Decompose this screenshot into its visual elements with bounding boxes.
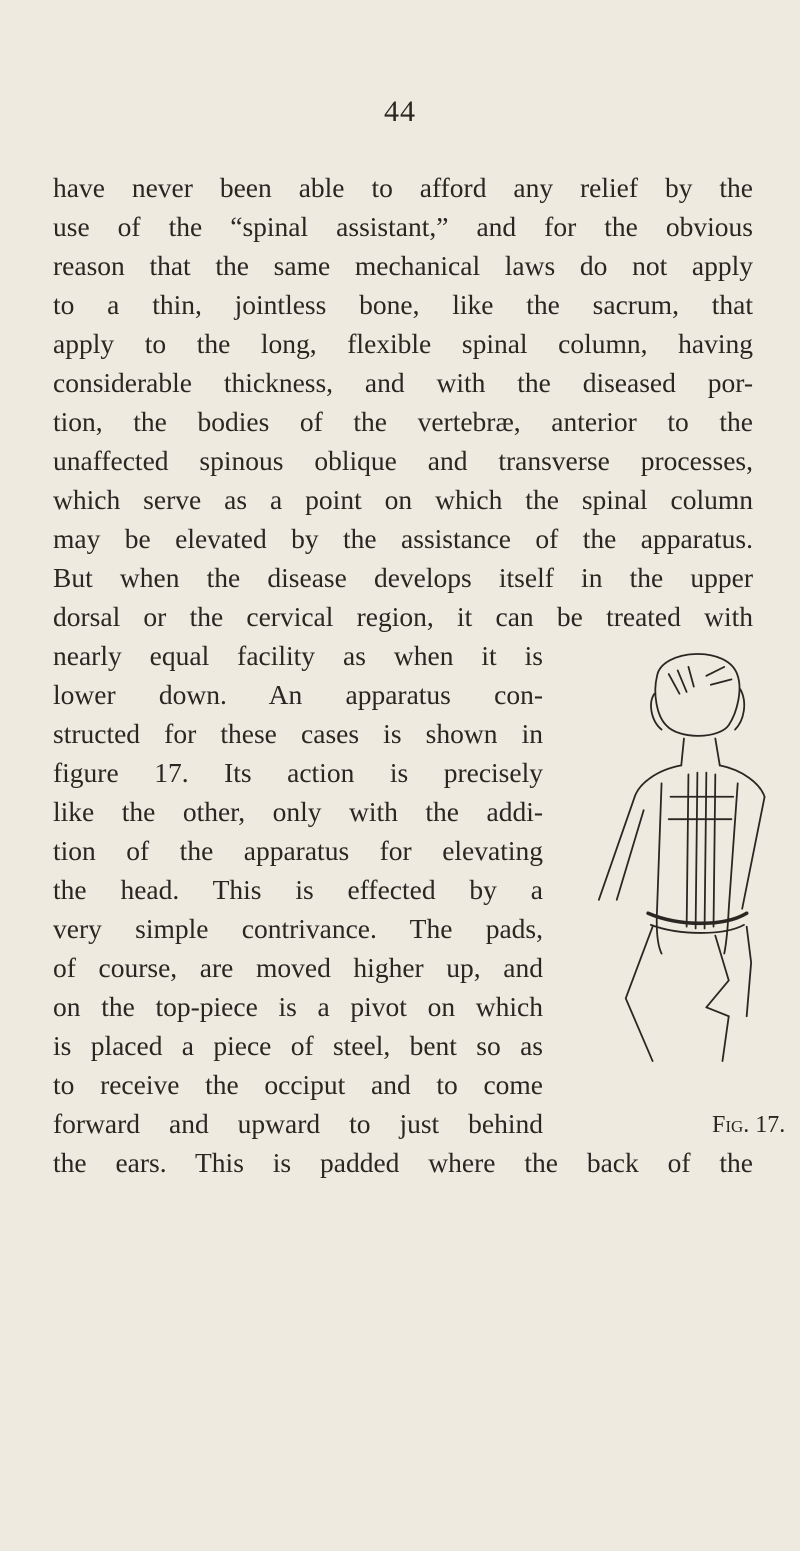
text-line: But when the disease develops itself in the upper xyxy=(53,562,753,593)
page-number: 44 xyxy=(384,95,416,128)
text-line: tion of the apparatus for elevating xyxy=(53,835,543,866)
text-line: is placed a piece of steel, bent so as xyxy=(53,1030,543,1061)
text-line: the ears. This is padded where the back of the xyxy=(53,1147,753,1178)
text-line: very simple contrivance. The pads, xyxy=(53,913,543,944)
text-line: which serve as a point on which the spinal column xyxy=(53,484,753,515)
text-line: use of the “spinal assistant,” and for the obvious xyxy=(53,211,753,242)
text-line: lower down. An apparatus con- xyxy=(53,679,543,710)
text-line: have never been able to afford any relief by the xyxy=(53,172,753,203)
text-line: structed for these cases is shown in xyxy=(53,718,543,749)
figure-caption: Fig. 17. xyxy=(712,1112,786,1138)
text-line: of course, are moved higher up, and xyxy=(53,952,543,983)
text-line: may be elevated by the assistance of the apparatus. xyxy=(53,523,753,554)
text-line: considerable thickness, and with the diseased por- xyxy=(53,367,753,398)
text-line: reason that the same mechanical laws do not apply xyxy=(53,250,753,281)
text-line: unaffected spinous oblique and transverse processes, xyxy=(53,445,753,476)
text-line: dorsal or the cervical region, it can be treated with xyxy=(53,601,753,632)
text-line: to a thin, jointless bone, like the sacrum, that xyxy=(53,289,753,320)
text-line: nearly equal facility as when it is xyxy=(53,640,543,671)
text-line: the head. This is effected by a xyxy=(53,874,543,905)
text-line: forward and upward to just behind xyxy=(53,1108,543,1139)
text-line: to receive the occiput and to come xyxy=(53,1069,543,1100)
text-line: like the other, only with the addi- xyxy=(53,796,543,827)
text-line: figure 17. Its action is precisely xyxy=(53,757,543,788)
text-line: on the top-piece is a pivot on which xyxy=(53,991,543,1022)
text-line: apply to the long, flexible spinal column, having xyxy=(53,328,753,359)
spinal-apparatus-drawing xyxy=(560,640,790,1070)
figure-17-illustration xyxy=(560,640,790,1120)
text-line: tion, the bodies of the vertebræ, anterior to the xyxy=(53,406,753,437)
